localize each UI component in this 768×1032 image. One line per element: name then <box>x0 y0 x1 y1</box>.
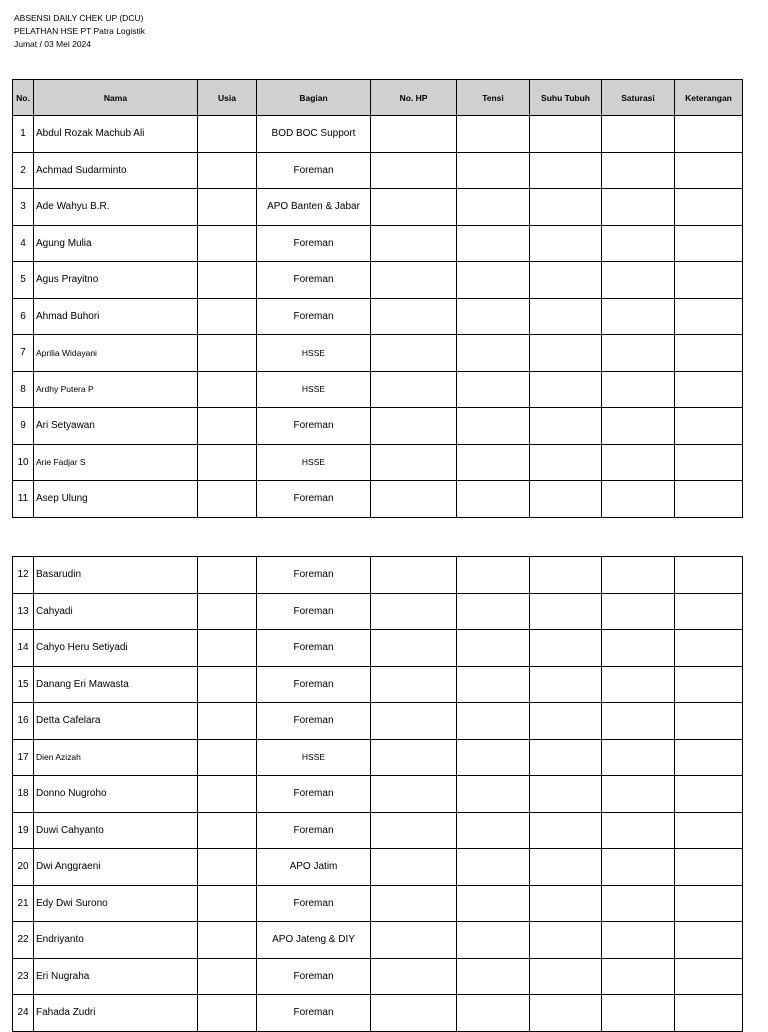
cell-no: 14 <box>13 630 34 667</box>
cell-no: 8 <box>13 371 34 408</box>
cell-saturasi[interactable] <box>602 225 675 262</box>
table-row <box>13 593 743 630</box>
cell-bagian: Foreman <box>257 666 371 703</box>
cell-nama: Endriyanto <box>34 922 198 959</box>
cell-no-hp[interactable] <box>371 630 457 667</box>
attendance-table-part-1 <box>12 79 743 518</box>
cell-keterangan[interactable] <box>675 481 743 518</box>
cell-no: 21 <box>13 885 34 922</box>
cell-tensi[interactable] <box>457 371 530 408</box>
cell-no: 1 <box>13 116 34 153</box>
cell-bagian: Foreman <box>257 885 371 922</box>
cell-suhu-tubuh[interactable] <box>530 739 602 776</box>
cell-keterangan[interactable] <box>675 703 743 740</box>
cell-bagian: HSSE <box>257 335 371 372</box>
cell-bagian: HSSE <box>257 739 371 776</box>
cell-usia[interactable] <box>198 703 257 740</box>
cell-bagian: APO Jatim <box>257 849 371 886</box>
cell-nama: Donno Nugroho <box>34 776 198 813</box>
cell-no: 2 <box>13 152 34 189</box>
cell-usia[interactable] <box>198 371 257 408</box>
cell-usia[interactable] <box>198 593 257 630</box>
col-header-usia: Usia <box>198 80 257 116</box>
cell-nama: Aprilia Widayani <box>34 335 198 372</box>
cell-tensi[interactable] <box>457 630 530 667</box>
cell-no-hp[interactable] <box>371 189 457 226</box>
cell-nama: Cahyo Heru Setiyadi <box>34 630 198 667</box>
cell-saturasi[interactable] <box>602 958 675 995</box>
cell-no-hp[interactable] <box>371 885 457 922</box>
cell-saturasi[interactable] <box>602 189 675 226</box>
cell-bagian: Foreman <box>257 812 371 849</box>
cell-usia[interactable] <box>198 666 257 703</box>
col-header-bagian: Bagian <box>257 80 371 116</box>
cell-bagian: APO Jateng & DIY <box>257 922 371 959</box>
cell-tensi[interactable] <box>457 116 530 153</box>
cell-keterangan[interactable] <box>675 116 743 153</box>
cell-no-hp[interactable] <box>371 995 457 1032</box>
cell-nama: Asep Ulung <box>34 481 198 518</box>
cell-keterangan[interactable] <box>675 225 743 262</box>
cell-suhu-tubuh[interactable] <box>530 557 602 594</box>
cell-no-hp[interactable] <box>371 593 457 630</box>
cell-no-hp[interactable] <box>371 812 457 849</box>
cell-no-hp[interactable] <box>371 776 457 813</box>
cell-keterangan[interactable] <box>675 371 743 408</box>
cell-bagian: APO Banten & Jabar <box>257 189 371 226</box>
col-header-no: No. <box>13 80 34 116</box>
cell-nama: Agung Mulia <box>34 225 198 262</box>
cell-no-hp[interactable] <box>371 849 457 886</box>
cell-saturasi[interactable] <box>602 739 675 776</box>
cell-saturasi[interactable] <box>602 408 675 445</box>
cell-tensi[interactable] <box>457 812 530 849</box>
cell-usia[interactable] <box>198 922 257 959</box>
cell-suhu-tubuh[interactable] <box>530 189 602 226</box>
cell-saturasi[interactable] <box>602 666 675 703</box>
cell-tensi[interactable] <box>457 593 530 630</box>
cell-suhu-tubuh[interactable] <box>530 262 602 299</box>
cell-nama: Ardhy Putera P <box>34 371 198 408</box>
cell-suhu-tubuh[interactable] <box>530 225 602 262</box>
cell-bagian: Foreman <box>257 776 371 813</box>
cell-tensi[interactable] <box>457 444 530 481</box>
table-row <box>13 189 743 226</box>
cell-no: 18 <box>13 776 34 813</box>
cell-usia[interactable] <box>198 849 257 886</box>
cell-tensi[interactable] <box>457 922 530 959</box>
cell-tensi[interactable] <box>457 481 530 518</box>
cell-no: 7 <box>13 335 34 372</box>
cell-no-hp[interactable] <box>371 335 457 372</box>
cell-keterangan[interactable] <box>675 408 743 445</box>
cell-usia[interactable] <box>198 335 257 372</box>
col-header-no-hp: No. HP <box>371 80 457 116</box>
cell-no: 19 <box>13 812 34 849</box>
cell-saturasi[interactable] <box>602 849 675 886</box>
cell-suhu-tubuh[interactable] <box>530 885 602 922</box>
cell-usia[interactable] <box>198 116 257 153</box>
cell-suhu-tubuh[interactable] <box>530 812 602 849</box>
cell-bagian: Foreman <box>257 298 371 335</box>
cell-keterangan[interactable] <box>675 995 743 1032</box>
cell-no-hp[interactable] <box>371 481 457 518</box>
cell-no: 9 <box>13 408 34 445</box>
cell-no-hp[interactable] <box>371 262 457 299</box>
cell-saturasi[interactable] <box>602 298 675 335</box>
cell-saturasi[interactable] <box>602 557 675 594</box>
table-row <box>13 152 743 189</box>
cell-no-hp[interactable] <box>371 739 457 776</box>
cell-suhu-tubuh[interactable] <box>530 444 602 481</box>
table-row <box>13 922 743 959</box>
cell-nama: Duwi Cahyanto <box>34 812 198 849</box>
cell-no-hp[interactable] <box>371 444 457 481</box>
cell-tensi[interactable] <box>457 739 530 776</box>
cell-nama: Agus Prayitno <box>34 262 198 299</box>
cell-nama: Cahyadi <box>34 593 198 630</box>
table-row <box>13 225 743 262</box>
cell-tensi[interactable] <box>457 885 530 922</box>
cell-nama: Ade Wahyu B.R. <box>34 189 198 226</box>
document-subtitle: PELATHAN HSE PT Patra Logistik <box>14 26 146 36</box>
cell-saturasi[interactable] <box>602 444 675 481</box>
cell-nama: Danang Eri Mawasta <box>34 666 198 703</box>
cell-bagian: Foreman <box>257 262 371 299</box>
cell-suhu-tubuh[interactable] <box>530 995 602 1032</box>
cell-no: 11 <box>13 481 34 518</box>
cell-keterangan[interactable] <box>675 189 743 226</box>
cell-bagian: Foreman <box>257 557 371 594</box>
cell-usia[interactable] <box>198 298 257 335</box>
cell-nama: Ari Setyawan <box>34 408 198 445</box>
table-header-row <box>13 80 743 116</box>
cell-no-hp[interactable] <box>371 408 457 445</box>
cell-bagian: Foreman <box>257 995 371 1032</box>
cell-tensi[interactable] <box>457 152 530 189</box>
table-row <box>13 776 743 813</box>
cell-saturasi[interactable] <box>602 885 675 922</box>
cell-no: 24 <box>13 995 34 1032</box>
cell-no: 17 <box>13 739 34 776</box>
cell-suhu-tubuh[interactable] <box>530 593 602 630</box>
cell-keterangan[interactable] <box>675 557 743 594</box>
cell-saturasi[interactable] <box>602 335 675 372</box>
cell-keterangan[interactable] <box>675 630 743 667</box>
cell-bagian: Foreman <box>257 152 371 189</box>
cell-no: 12 <box>13 557 34 594</box>
table-row <box>13 298 743 335</box>
cell-suhu-tubuh[interactable] <box>530 958 602 995</box>
cell-usia[interactable] <box>198 408 257 445</box>
cell-no-hp[interactable] <box>371 152 457 189</box>
cell-no: 3 <box>13 189 34 226</box>
cell-no-hp[interactable] <box>371 116 457 153</box>
cell-nama: Ahmad Buhori <box>34 298 198 335</box>
cell-bagian: Foreman <box>257 958 371 995</box>
cell-usia[interactable] <box>198 262 257 299</box>
table-row <box>13 630 743 667</box>
cell-usia[interactable] <box>198 444 257 481</box>
cell-saturasi[interactable] <box>602 481 675 518</box>
cell-usia[interactable] <box>198 995 257 1032</box>
cell-no: 4 <box>13 225 34 262</box>
cell-tensi[interactable] <box>457 298 530 335</box>
table-row <box>13 335 743 372</box>
table-row <box>13 885 743 922</box>
cell-no-hp[interactable] <box>371 666 457 703</box>
cell-nama: Basarudin <box>34 557 198 594</box>
table-row <box>13 849 743 886</box>
cell-saturasi[interactable] <box>602 371 675 408</box>
table-row <box>13 739 743 776</box>
cell-no: 22 <box>13 922 34 959</box>
cell-suhu-tubuh[interactable] <box>530 298 602 335</box>
cell-usia[interactable] <box>198 152 257 189</box>
cell-keterangan[interactable] <box>675 444 743 481</box>
cell-keterangan[interactable] <box>675 922 743 959</box>
cell-keterangan[interactable] <box>675 885 743 922</box>
cell-suhu-tubuh[interactable] <box>530 776 602 813</box>
cell-saturasi[interactable] <box>602 116 675 153</box>
cell-suhu-tubuh[interactable] <box>530 922 602 959</box>
cell-saturasi[interactable] <box>602 593 675 630</box>
cell-suhu-tubuh[interactable] <box>530 335 602 372</box>
cell-saturasi[interactable] <box>602 152 675 189</box>
cell-suhu-tubuh[interactable] <box>530 849 602 886</box>
col-header-saturasi: Saturasi <box>602 80 675 116</box>
cell-nama: Detta Cafelara <box>34 703 198 740</box>
table-row <box>13 812 743 849</box>
cell-suhu-tubuh[interactable] <box>530 630 602 667</box>
cell-suhu-tubuh[interactable] <box>530 481 602 518</box>
cell-bagian: Foreman <box>257 481 371 518</box>
cell-tensi[interactable] <box>457 776 530 813</box>
cell-tensi[interactable] <box>457 666 530 703</box>
cell-no-hp[interactable] <box>371 225 457 262</box>
cell-usia[interactable] <box>198 885 257 922</box>
table-row <box>13 557 743 594</box>
col-header-keterangan: Keterangan <box>675 80 743 116</box>
cell-usia[interactable] <box>198 481 257 518</box>
cell-saturasi[interactable] <box>602 630 675 667</box>
table-row <box>13 444 743 481</box>
col-header-tensi: Tensi <box>457 80 530 116</box>
cell-usia[interactable] <box>198 958 257 995</box>
cell-bagian: Foreman <box>257 593 371 630</box>
cell-nama: Dien Azizah <box>34 739 198 776</box>
cell-no: 23 <box>13 958 34 995</box>
cell-tensi[interactable] <box>457 335 530 372</box>
table-row <box>13 666 743 703</box>
col-header-suhu-tubuh: Suhu Tubuh <box>530 80 602 116</box>
cell-tensi[interactable] <box>457 225 530 262</box>
col-header-nama: Nama <box>34 80 198 116</box>
cell-saturasi[interactable] <box>602 995 675 1032</box>
cell-usia[interactable] <box>198 812 257 849</box>
cell-no-hp[interactable] <box>371 703 457 740</box>
cell-no: 20 <box>13 849 34 886</box>
cell-usia[interactable] <box>198 189 257 226</box>
cell-keterangan[interactable] <box>675 849 743 886</box>
cell-saturasi[interactable] <box>602 922 675 959</box>
cell-nama: Edy Dwi Surono <box>34 885 198 922</box>
table-row <box>13 481 743 518</box>
cell-saturasi[interactable] <box>602 812 675 849</box>
cell-suhu-tubuh[interactable] <box>530 408 602 445</box>
cell-bagian: Foreman <box>257 225 371 262</box>
cell-suhu-tubuh[interactable] <box>530 666 602 703</box>
cell-suhu-tubuh[interactable] <box>530 152 602 189</box>
cell-bagian: BOD BOC Support <box>257 116 371 153</box>
cell-no-hp[interactable] <box>371 958 457 995</box>
cell-no-hp[interactable] <box>371 557 457 594</box>
cell-saturasi[interactable] <box>602 776 675 813</box>
cell-no: 10 <box>13 444 34 481</box>
cell-suhu-tubuh[interactable] <box>530 116 602 153</box>
cell-bagian: Foreman <box>257 703 371 740</box>
cell-usia[interactable] <box>198 739 257 776</box>
cell-bagian: HSSE <box>257 371 371 408</box>
cell-nama: Fahada Zudri <box>34 995 198 1032</box>
cell-suhu-tubuh[interactable] <box>530 703 602 740</box>
cell-saturasi[interactable] <box>602 262 675 299</box>
cell-keterangan[interactable] <box>675 298 743 335</box>
cell-no-hp[interactable] <box>371 371 457 408</box>
cell-tensi[interactable] <box>457 703 530 740</box>
cell-nama: Abdul Rozak Machub Ali <box>34 116 198 153</box>
cell-tensi[interactable] <box>457 995 530 1032</box>
cell-saturasi[interactable] <box>602 703 675 740</box>
cell-tensi[interactable] <box>457 958 530 995</box>
cell-keterangan[interactable] <box>675 262 743 299</box>
cell-tensi[interactable] <box>457 189 530 226</box>
cell-bagian: Foreman <box>257 630 371 667</box>
cell-keterangan[interactable] <box>675 739 743 776</box>
document-date: Jumat / 03 Mei 2024 <box>14 39 92 49</box>
cell-usia[interactable] <box>198 225 257 262</box>
cell-keterangan[interactable] <box>675 152 743 189</box>
cell-keterangan[interactable] <box>675 593 743 630</box>
cell-bagian: Foreman <box>257 408 371 445</box>
table-row <box>13 116 743 153</box>
cell-keterangan[interactable] <box>675 812 743 849</box>
table-row <box>13 408 743 445</box>
cell-no: 15 <box>13 666 34 703</box>
document-header <box>14 12 145 51</box>
cell-keterangan[interactable] <box>675 335 743 372</box>
cell-keterangan[interactable] <box>675 958 743 995</box>
cell-suhu-tubuh[interactable] <box>530 371 602 408</box>
cell-tensi[interactable] <box>457 408 530 445</box>
cell-tensi[interactable] <box>457 262 530 299</box>
table-row <box>13 958 743 995</box>
cell-tensi[interactable] <box>457 849 530 886</box>
cell-no-hp[interactable] <box>371 922 457 959</box>
cell-nama: Achmad Sudarminto <box>34 152 198 189</box>
cell-usia[interactable] <box>198 557 257 594</box>
cell-keterangan[interactable] <box>675 666 743 703</box>
cell-nama: Dwi Anggraeni <box>34 849 198 886</box>
cell-usia[interactable] <box>198 776 257 813</box>
table-row <box>13 703 743 740</box>
cell-nama: Arie Fadjar S <box>34 444 198 481</box>
cell-bagian: HSSE <box>257 444 371 481</box>
document-title: ABSENSI DAILY CHEK UP (DCU) <box>14 13 144 23</box>
cell-usia[interactable] <box>198 630 257 667</box>
cell-no: 16 <box>13 703 34 740</box>
cell-no: 13 <box>13 593 34 630</box>
cell-tensi[interactable] <box>457 557 530 594</box>
cell-no: 5 <box>13 262 34 299</box>
cell-nama: Eri Nugraha <box>34 958 198 995</box>
table-row <box>13 995 743 1032</box>
table-row <box>13 262 743 299</box>
cell-keterangan[interactable] <box>675 776 743 813</box>
table-row <box>13 371 743 408</box>
cell-no-hp[interactable] <box>371 298 457 335</box>
attendance-table-part-2 <box>12 556 743 1032</box>
cell-no: 6 <box>13 298 34 335</box>
